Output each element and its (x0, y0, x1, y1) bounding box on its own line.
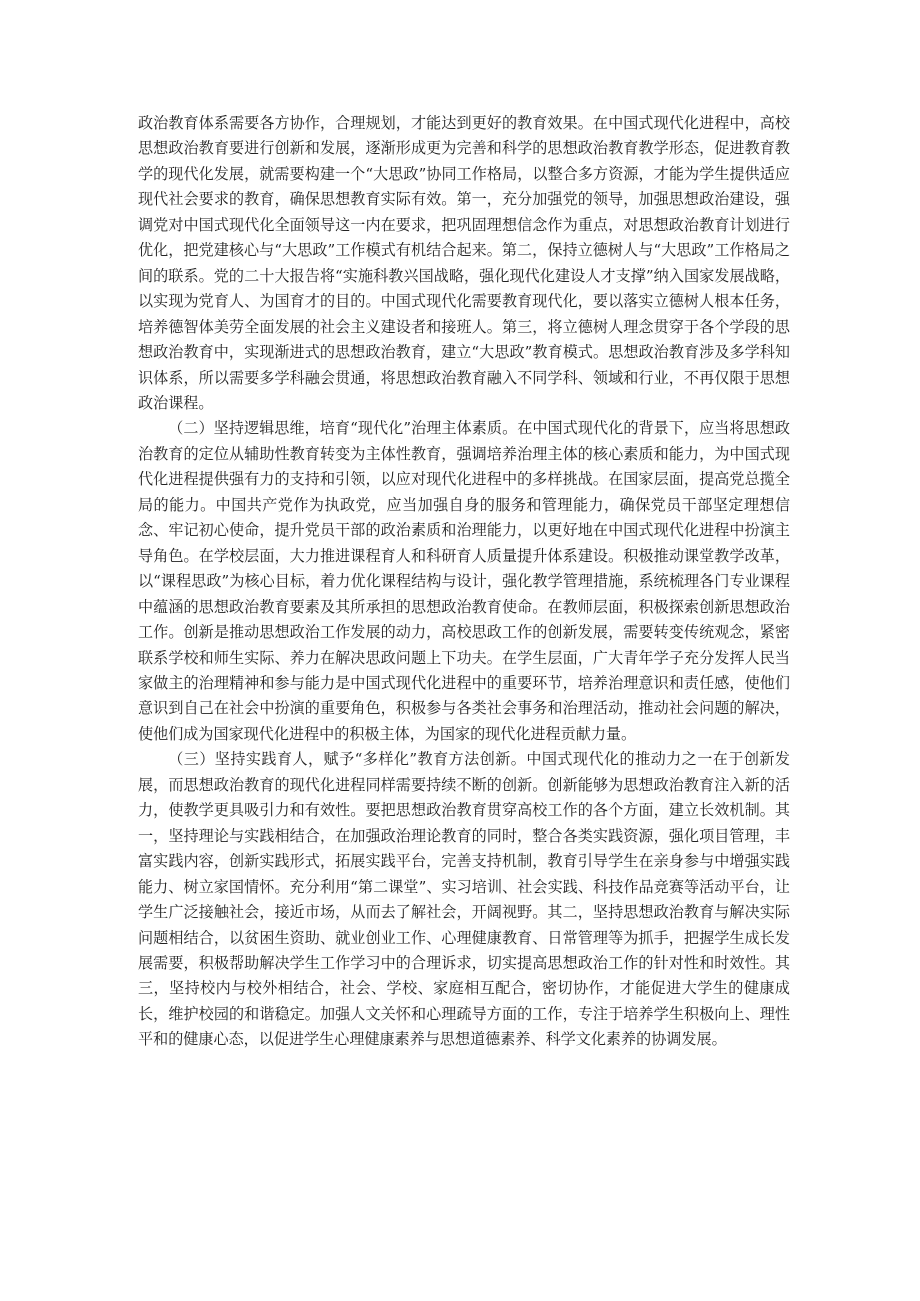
document-body (138, 111, 790, 1053)
paragraph-section-two: （二）坚持逻辑思维，培育“现代化”治理主体素质。在中国式现代化的背景下，应当将思想政治教育的定位从辅助性教育转变为主体性教育，强调培养治理主体的核心素质和能力，为中国式现代化进程提供强有力的支持和引领，以应对现代化进程中的多样挑战。在国家层面，提高党总揽全局的能力。中国共产党作为执政党，应当加强自身的服务和管理能力，确保党员干部坚定理想信念、牢记初心使命，提升党员干部的政治素质和治理能力，以更好地在中国式现代化进程中扮演主导角色。在学校层面，大力推进课程育人和科研育人质量提升体系建设。积极推动课堂教学改革，以“课程思政”为核心目标，着力优化课程结构与设计，强化教学管理措施，系统梳理各门专业课程中蕴涵的思想政治教育要素及其所承担的思想政治教育使命。在教师层面，积极探索创新思想政治工作。创新是推动思想政治工作发展的动力，高校思政工作的创新发展，需要转变传统观念，紧密联系学校和师生实际、养力在解决思政问题上下功夫。在学生层面，广大青年学子充分发挥人民当家做主的治理精神和参与能力是中国式现代化进程中的重要环节，培养治理意识和责任感，使他们意识到自己在社会中扮演的重要角色，积极参与各类社会事务和治理活动，推动社会问题的解决，使他们成为国家现代化进程中的积极主体，为国家的现代化进程贡献力量。 (138, 419, 790, 743)
paragraph-continued: 政治教育体系需要各方协作，合理规划，才能达到更好的教育效果。在中国式现代化进程中，高校思想政治教育要进行创新和发展，逐渐形成更为完善和科学的思想政治教育教学形态，促进教育教学的现代化发展，就需要构建一个“大思政”协同工作格局，以整合多方资源，才能为学生提供适应现代社会要求的教育，确保思想教育实际有效。第一，充分加强党的领导，加强思想政治建设，强调党对中国式现代化全面领导这一内在要求，把巩固理想信念作为重点，对思想政治教育计划进行优化，把党建核心与“大思政”工作模式有机结合起来。第二，保持立德树人与“大思政”工作格局之间的联系。党的二十大报告将“实施科教兴国战略，强化现代化建设人才支撑”纳入国家发展战略，以实现为党育人、为国育才的目的。中国式现代化需要教育现代化，要以落实立德树人根本任务，培养德智体美劳全面发展的社会主义建设者和接班人。第三，将立德树人理念贯穿于各个学段的思想政治教育中，实现渐进式的思想政治教育，建立“大思政”教育模式。思想政治教育涉及多学科知识体系，所以需要多学科融会贯通，将思想政治教育融入不同学科、领域和行业，不再仅限于思想政治课程。 (138, 114, 790, 412)
paragraph-section-three: （三）坚持实践育人，赋予“多样化”教育方法创新。中国式现代化的推动力之一在于创新发展，而思想政治教育的现代化进程同样需要持续不断的创新。创新能够为思想政治教育注入新的活力，使教学更具吸引力和有效性。要把思想政治教育贯穿高校工作的各个方面，建立长效机制。其一，坚持理论与实践相结合，在加强政治理论教育的同时，整合各类实践资源，强化项目管理，丰富实践内容，创新实践形式，拓展实践平台，完善支持机制，教育引导学生在亲身参与中增强实践能力、树立家国情怀。充分利用“第二课堂”、实习培训、社会实践、科技作品竞赛等活动平台，让学生广泛接触社会，接近市场，从而去了解社会，开阔视野。其二，坚持思想政治教育与解决实际问题相结合，以贫困生资助、就业创业工作、心理健康教育、日常管理等为抓手，把握学生成长发展需要，积极帮助解决学生工作学习中的合理诉求，切实提高思想政治工作的针对性和时效性。其三，坚持校内与校外相结合，社会、学校、家庭相互配合，密切协作，才能促进大学生的健康成长，维护校园的和谐稳定。加强人文关怀和心理疏导方面的工作，专注于培养学生积极向上、理性平和的健康心态，以促进学生心理健康素养与思想道德素养、科学文化素养的协调发展。 (138, 750, 790, 1049)
